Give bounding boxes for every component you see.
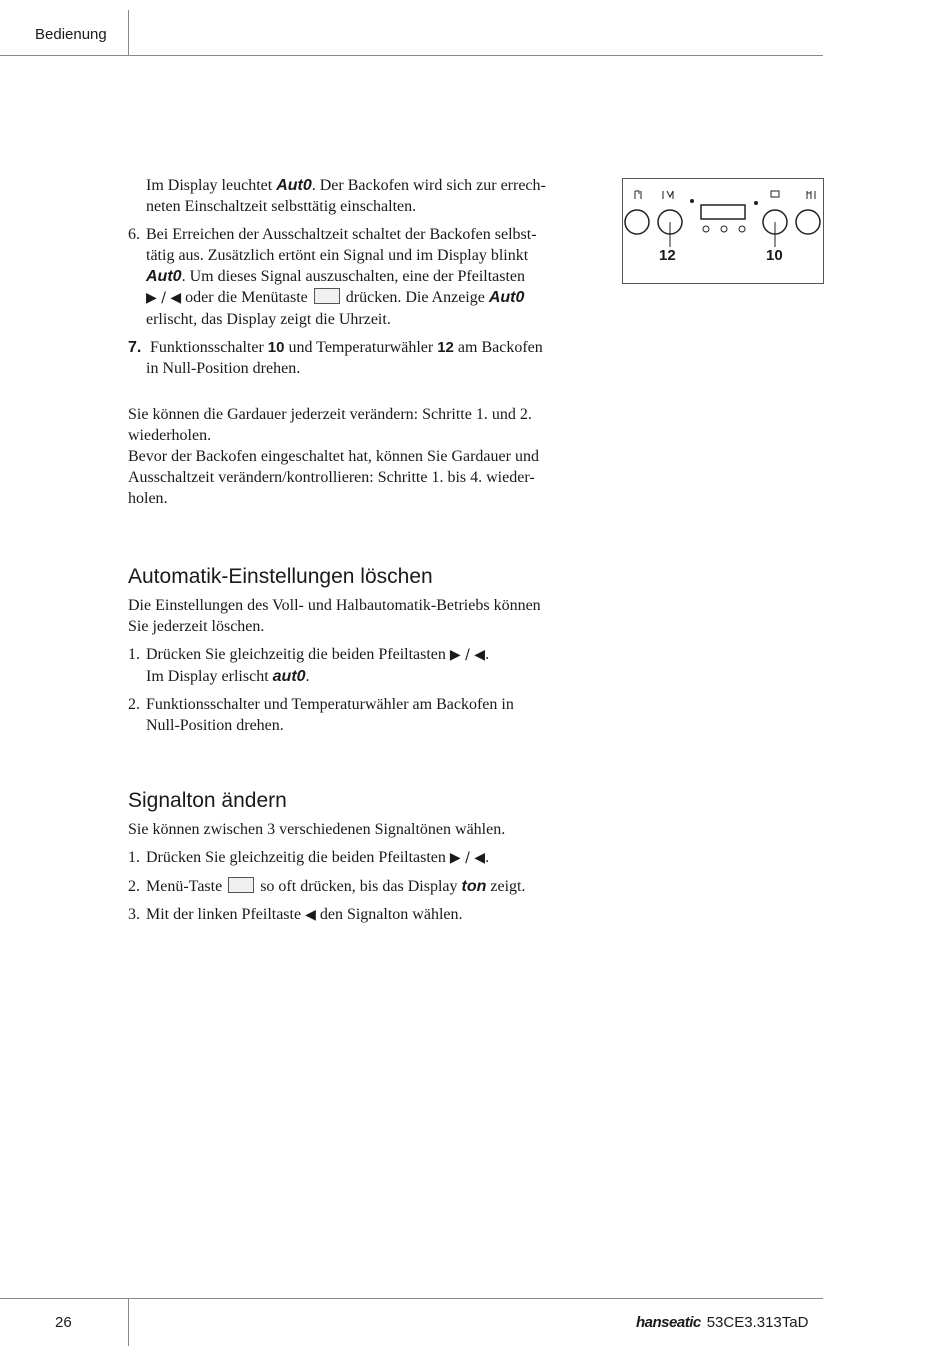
section-label: Bedienung	[35, 26, 107, 43]
footer-divider	[128, 1298, 129, 1346]
instruction-block-1	[128, 175, 598, 379]
control-panel-figure	[622, 178, 824, 284]
note-paragraph: Sie können die Gardauer jederzeit verändern: Schritte 1. und 2. wiederholen. Bevor der Backofen eingeschaltet hat, können Sie Gardauer und Ausschaltzeit verändern/kontrollieren: Schritte 1. bis 4. wieder- holen.	[128, 406, 539, 507]
page-footer	[0, 1298, 950, 1360]
brand-logo: hanseatic	[636, 1314, 701, 1331]
step-6: 6. Bei Erreichen der Ausschaltzeit schaltet der Backofen selbst- tätig aus. Zusätzlich ertönt ein Signal und im Display blinkt Aut0. Um dieses Signal auszuschalten, eine der Pfeiltasten ▶ / ◀ oder die Menütaste drücken. Die Anzeige Aut0 erlischt, das Display zeigt die Uhrzeit.	[128, 226, 537, 328]
section1-body: Die Einstellungen des Voll- und Halbautomatik-Betriebs können Sie jederzeit löschen. 1. Drücken Sie gleichzeitig die beiden Pfeiltasten ▶ / ◀. Im Display erlischt aut0. 2. Funktionsschalter und Temperaturwähler am Backofen in Null-Position drehen.	[128, 595, 598, 736]
display-aut0: Aut0	[276, 177, 312, 194]
header-divider	[128, 10, 129, 55]
heading-signalton: Signalton ändern	[128, 789, 287, 812]
section2-step-3: 3. Mit der linken Pfeiltaste ◀ den Signalton wählen.	[128, 906, 463, 923]
header-rule	[0, 55, 823, 56]
arrow-keys-icon: ▶ / ◀	[449, 850, 486, 866]
model-number: 53CE3.313TaD	[706, 1314, 809, 1331]
brand-model	[636, 1314, 808, 1331]
section2-body: Sie können zwischen 3 verschiedenen Signaltönen wählen. 1. Drücken Sie gleichzeitig die beiden Pfeiltasten ▶ / ◀. 2. Menü-Taste so oft drücken, bis das Display ton zeigt. 3. Mit der linken Pfeiltaste ◀ den Signalton wählen.	[128, 819, 598, 926]
left-arrow-icon: ◀	[305, 907, 316, 923]
arrow-keys-icon: ▶ / ◀	[146, 290, 182, 306]
label-12: 12	[659, 247, 676, 264]
label-10: 10	[766, 247, 783, 264]
step-7: 7. Funktionsschalter 10 und Temperaturwähler 12 am Backofen in Null-Position drehen.	[128, 339, 543, 377]
section2-step-2: 2. Menü-Taste so oft drücken, bis das Display ton zeigt.	[128, 878, 526, 895]
footer-rule	[0, 1298, 823, 1299]
section1-step-2: 2. Funktionsschalter und Temperaturwähler am Backofen in Null-Position drehen.	[128, 696, 514, 734]
menu-key-icon	[314, 288, 340, 304]
heading-automatik-loeschen: Automatik-Einstellungen löschen	[128, 565, 433, 588]
intro-paragraph: Im Display leuchtet Aut0. Der Backofen wird sich zur errech- neten Einschaltzeit selbsttätig einschalten.	[146, 177, 546, 215]
page-number: 26	[55, 1314, 72, 1331]
menu-key-icon	[228, 877, 254, 893]
arrow-keys-icon: ▶ / ◀	[449, 647, 486, 663]
section2-step-1: 1. Drücken Sie gleichzeitig die beiden Pfeiltasten ▶ / ◀.	[128, 849, 490, 866]
section1-step-1: 1. Drücken Sie gleichzeitig die beiden Pfeiltasten ▶ / ◀. Im Display erlischt aut0.	[128, 646, 490, 685]
page-header	[0, 0, 950, 56]
